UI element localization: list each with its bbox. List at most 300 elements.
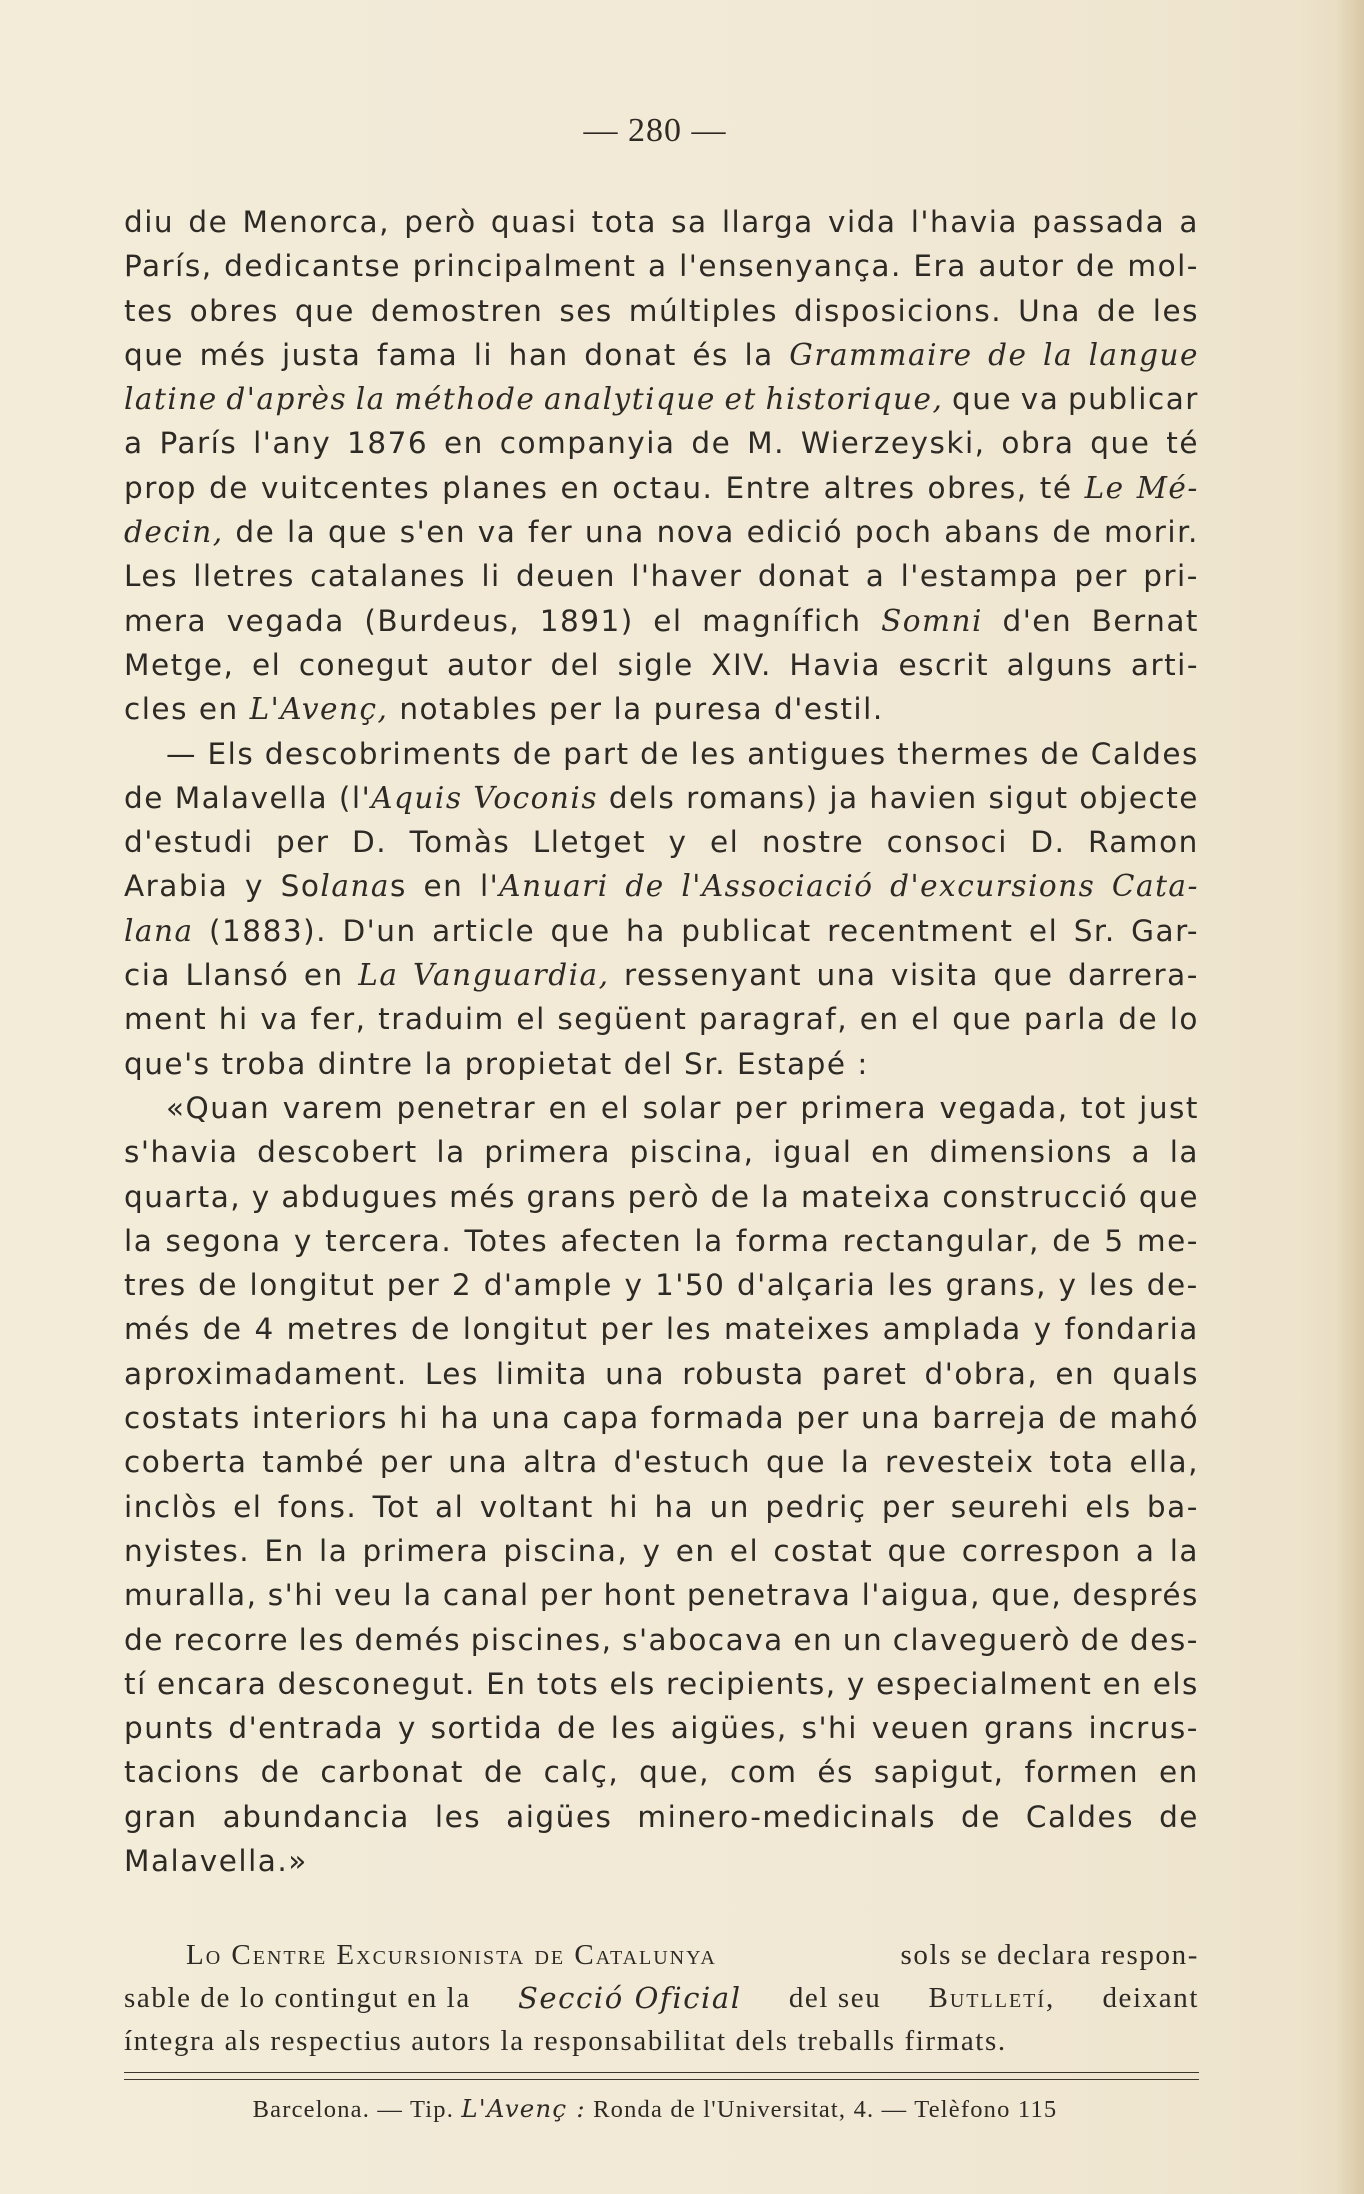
word: 5 <box>1104 1223 1125 1258</box>
word: correspon <box>961 1533 1122 1568</box>
word: que, <box>639 1755 711 1790</box>
word: fondaria <box>1064 1312 1199 1347</box>
word: una <box>584 515 645 550</box>
word: la <box>319 1533 349 1568</box>
word: obres, <box>927 470 1028 505</box>
word: que <box>327 515 389 550</box>
word: de <box>411 1312 451 1347</box>
word: Havia <box>789 647 881 682</box>
text-line <box>124 1086 1199 1130</box>
word: M. <box>747 426 786 461</box>
word: nova <box>656 515 735 550</box>
word: historique, <box>765 382 944 417</box>
word: però <box>627 1179 701 1214</box>
word: En <box>264 1533 305 1568</box>
word: pedriç <box>765 1489 867 1524</box>
word: li <box>473 337 494 372</box>
word: en <box>793 1622 834 1657</box>
word: tercera. <box>325 1223 453 1258</box>
footer-rule-thin <box>124 2079 1199 2080</box>
word: de <box>198 1268 238 1303</box>
word: d'estil. <box>774 692 884 727</box>
word: L'Avenç, <box>249 692 389 727</box>
word: encara <box>157 1666 268 1701</box>
word: traduim <box>378 1002 505 1037</box>
word: méthode <box>394 382 536 417</box>
word: la <box>1169 1533 1199 1568</box>
word: calç, <box>543 1755 620 1790</box>
word: catalanes <box>310 559 467 594</box>
word: les <box>887 1268 935 1303</box>
imprint-printer-name: L'Avenç : <box>461 2094 586 2123</box>
word: claveguerò <box>892 1622 1071 1657</box>
word: dels <box>608 780 676 815</box>
word: de <box>483 1755 524 1790</box>
word: part <box>563 736 630 771</box>
word: grans <box>984 1711 1075 1746</box>
word: tot <box>1081 1090 1127 1125</box>
word: l'any <box>253 426 332 461</box>
word: Vanguardia, <box>412 958 610 993</box>
word: l'estampa <box>900 559 1060 594</box>
word: gran <box>124 1799 198 1834</box>
word: fama <box>376 337 459 372</box>
word: veu <box>334 1578 394 1613</box>
word: 2 <box>451 1268 473 1303</box>
word: capa <box>562 1401 640 1436</box>
word: Ramon <box>1087 825 1199 860</box>
word: vuitcentes <box>261 470 431 505</box>
text-line <box>124 1839 1199 1883</box>
word: segona <box>165 1223 282 1258</box>
text-line <box>124 421 1199 465</box>
word: a <box>647 249 668 284</box>
word: especialment <box>876 1666 1093 1701</box>
word: barreja <box>932 1401 1048 1436</box>
word: la <box>403 1578 433 1613</box>
word: interiors <box>251 1401 388 1436</box>
word: magnífich <box>702 603 862 638</box>
word: tots <box>536 1666 600 1701</box>
word: escrit <box>898 647 990 682</box>
text-line <box>124 244 1199 288</box>
word: en <box>548 1090 589 1125</box>
word: notables <box>399 692 539 727</box>
word: en <box>198 692 239 727</box>
word: la <box>1169 1135 1199 1170</box>
word: les <box>434 1799 482 1834</box>
notice-line-1-rest: sols se declara respon- <box>900 1939 1199 1971</box>
word: prop <box>124 470 197 505</box>
word: una <box>448 1445 509 1480</box>
word: punts <box>124 1711 215 1746</box>
word: que <box>1090 426 1151 461</box>
word: recipients, <box>665 1666 837 1701</box>
word: aproximadament. <box>124 1356 408 1391</box>
word: per <box>796 1401 850 1436</box>
word: Metge, <box>124 647 235 682</box>
word: Una <box>1018 293 1081 328</box>
word: desconegut. <box>277 1666 476 1701</box>
word: de <box>1118 1002 1159 1037</box>
text-line <box>124 377 1199 421</box>
word: l'aigua, <box>861 1578 982 1613</box>
word: darrera- <box>1068 958 1199 993</box>
word: en <box>560 470 601 505</box>
word: thermes <box>897 736 1030 771</box>
page-number: — 280 — <box>583 112 727 149</box>
word: a <box>1131 1135 1152 1170</box>
word: però <box>404 205 477 239</box>
word: igual <box>773 1135 853 1170</box>
word: minero-medicinals <box>637 1799 936 1834</box>
word: la <box>744 337 774 372</box>
word: d'alçaria <box>736 1268 877 1303</box>
word: quarta, <box>124 1179 242 1214</box>
word: morir. <box>1103 515 1199 550</box>
word: el <box>653 603 683 638</box>
text-line <box>124 1618 1199 1662</box>
word: de <box>1040 736 1081 771</box>
word: sapigut, <box>873 1755 1005 1790</box>
word: una <box>605 1356 666 1391</box>
text-line <box>124 333 1199 377</box>
text-line <box>124 909 1199 953</box>
word: de <box>691 426 732 461</box>
word: donat <box>757 559 851 594</box>
word: és <box>817 1755 854 1790</box>
word: Tomàs <box>409 825 511 860</box>
word: aigües, <box>670 1711 788 1746</box>
word: amplada <box>882 1312 1022 1347</box>
word: una <box>861 1401 922 1436</box>
word: recorre <box>173 1622 290 1657</box>
word: primera <box>800 1090 928 1125</box>
word: y <box>251 1179 271 1214</box>
word: la <box>613 692 643 727</box>
word: del <box>623 1046 674 1081</box>
word: vida <box>827 205 897 239</box>
word: principalment <box>412 249 637 284</box>
text-line <box>124 997 1199 1041</box>
word: cia <box>124 958 171 993</box>
word: és <box>692 337 729 372</box>
word: altra <box>523 1445 599 1480</box>
word: en <box>423 869 464 904</box>
word: de <box>961 1799 1001 1834</box>
word: fer <box>528 515 574 550</box>
word: de <box>1052 515 1093 550</box>
word: de <box>235 515 276 550</box>
word: un <box>709 1489 750 1524</box>
word: publicar <box>1067 382 1199 417</box>
word: té <box>1039 470 1073 505</box>
word: l'Associació <box>681 869 874 904</box>
word: tota <box>591 205 657 239</box>
word: 4 <box>254 1312 275 1347</box>
text-line <box>124 1175 1199 1219</box>
word: per <box>539 1578 594 1613</box>
word: penetrava <box>686 1578 852 1613</box>
word: aigües <box>506 1799 613 1834</box>
word: les <box>1152 293 1199 328</box>
text-line <box>124 643 1199 687</box>
word: les <box>610 1711 657 1746</box>
word: piscina, <box>503 1533 629 1568</box>
word: voltant <box>479 1489 594 1524</box>
page-edge-shadow <box>1336 0 1364 2194</box>
word: els <box>1085 1489 1132 1524</box>
word: una <box>816 958 877 993</box>
word: canal <box>442 1578 530 1613</box>
publisher-notice <box>124 1934 1199 2063</box>
word: varem <box>282 1090 385 1125</box>
word: demés <box>354 1622 462 1657</box>
word: 1891) <box>539 603 634 638</box>
word: s'hi <box>267 1578 325 1613</box>
word: decin, <box>124 515 224 550</box>
word: piscina, <box>629 1135 755 1170</box>
text-line <box>124 1750 1199 1794</box>
word: ha <box>654 1489 695 1524</box>
text-line <box>124 820 1199 864</box>
word: llarga <box>721 205 814 239</box>
word: sigle <box>617 647 694 682</box>
text-line <box>124 1795 1199 1839</box>
word: la <box>355 382 386 417</box>
word: que <box>952 382 1013 417</box>
word: Sr. <box>1073 913 1116 948</box>
word: Le <box>1084 470 1125 505</box>
word: lana <box>124 913 194 948</box>
word: les <box>665 1312 713 1347</box>
word: s'hi <box>801 1711 858 1746</box>
word: que <box>887 1533 948 1568</box>
word: d'ample <box>483 1268 613 1303</box>
word: com <box>729 1755 798 1790</box>
word: dintre <box>317 1046 414 1081</box>
word: té <box>1166 426 1199 461</box>
text-line <box>124 1485 1199 1529</box>
word: solar <box>642 1090 723 1125</box>
word: la <box>694 1223 724 1258</box>
word: grans, <box>945 1268 1047 1303</box>
word: langue <box>1088 337 1199 372</box>
word: de <box>1096 293 1137 328</box>
word: s'havia <box>124 1135 239 1170</box>
word: mahó <box>1109 1401 1199 1436</box>
word: Solanas <box>280 869 407 904</box>
word: Menorca, <box>242 205 390 239</box>
word: l'Anuari <box>479 869 609 904</box>
word: per <box>600 1312 654 1347</box>
word: la <box>286 515 317 550</box>
text-line <box>124 510 1199 554</box>
text-line <box>124 1130 1199 1174</box>
notice-bulletin-name: Butlletí, <box>928 1982 1056 2014</box>
word: paret <box>821 1356 908 1391</box>
word: ha <box>626 913 666 948</box>
text-line <box>124 732 1199 776</box>
word: (l'Aquis <box>338 780 463 815</box>
word: Malavella.» <box>124 1843 308 1878</box>
word: disposicions. <box>794 293 1003 328</box>
word: a <box>1135 1533 1156 1568</box>
word: el <box>911 1002 941 1037</box>
word: han <box>508 337 569 372</box>
word: veuen <box>871 1711 971 1746</box>
word: des- <box>1129 1622 1199 1657</box>
word: tota <box>1049 1445 1115 1480</box>
notice-organization: Lo Centre Excursionista de Catalunya <box>186 1939 717 1971</box>
word: publicat <box>681 913 812 948</box>
word: edició <box>746 515 844 550</box>
word: Caldes <box>1090 736 1199 771</box>
word: Bernat <box>1091 603 1199 638</box>
word: costat <box>773 1533 874 1568</box>
word: la <box>840 1445 871 1480</box>
word: seurehi <box>950 1489 1070 1524</box>
word: (Burdeus, <box>364 603 521 638</box>
word: el <box>1028 913 1059 948</box>
word: puresa <box>653 692 764 727</box>
word: coberta <box>124 1445 248 1480</box>
word: quals <box>1112 1356 1199 1391</box>
word: de <box>1075 249 1116 284</box>
word: just <box>1139 1090 1199 1125</box>
word: en <box>444 426 484 461</box>
word: inclòs <box>124 1489 218 1524</box>
word: l'ensenyança. <box>679 249 902 284</box>
word: Tot <box>372 1489 420 1524</box>
word: descobriments <box>264 736 503 771</box>
text-line <box>124 1440 1199 1484</box>
word: tí <box>124 1666 147 1701</box>
word: va <box>477 515 517 550</box>
word: Lletget <box>532 825 647 860</box>
word: Voconis <box>473 780 599 815</box>
word: de <box>260 1755 301 1790</box>
word: rectangular, <box>842 1223 1040 1258</box>
word: la <box>761 1179 791 1214</box>
word: en <box>1159 1755 1199 1790</box>
word: grans <box>526 1179 617 1214</box>
word: justa <box>281 337 362 372</box>
word: ha <box>440 1401 481 1436</box>
word: l'havia <box>910 205 1018 239</box>
word: les <box>298 1622 345 1657</box>
word: per <box>386 1268 441 1303</box>
word: et <box>724 382 757 417</box>
word: el <box>729 1533 760 1568</box>
word: metres <box>286 1312 400 1347</box>
word: ba- <box>1146 1489 1199 1524</box>
text-line <box>124 1706 1199 1750</box>
word: arti- <box>1130 647 1199 682</box>
word: poch <box>854 515 933 550</box>
word: objecte <box>1079 780 1199 815</box>
word: primera <box>362 1533 490 1568</box>
word: l'haver <box>631 559 743 594</box>
word: d'excursions <box>890 869 1096 904</box>
text-line <box>124 953 1199 997</box>
word: de <box>625 869 665 904</box>
text-line <box>124 554 1199 598</box>
word: va <box>1020 382 1060 417</box>
word: altres <box>823 470 916 505</box>
word: més <box>199 337 267 372</box>
word: que <box>550 913 611 948</box>
word: Entre <box>725 470 812 505</box>
word: paragraf, <box>698 1002 849 1037</box>
word: donat <box>584 337 677 372</box>
word: el <box>516 1002 546 1037</box>
text-line <box>124 200 1199 244</box>
word: següent <box>557 1002 688 1037</box>
word: per <box>549 692 603 727</box>
word: la <box>436 1135 466 1170</box>
word: Sr. <box>684 1046 727 1081</box>
word: de <box>188 205 229 239</box>
word: Malavella <box>174 780 329 815</box>
word: el <box>233 1489 263 1524</box>
word: tres <box>124 1268 187 1303</box>
word: revesteix <box>885 1445 1035 1480</box>
word: de <box>557 1711 597 1746</box>
text-line <box>124 864 1199 908</box>
word: nyistes. <box>124 1533 251 1568</box>
notice-section-name: Secció Oficial <box>517 1981 742 2015</box>
word: de <box>202 1312 243 1347</box>
word: ressenyant <box>624 958 803 993</box>
word: de <box>1052 1223 1093 1258</box>
word: consoci <box>886 825 1008 860</box>
word: obres <box>189 293 279 328</box>
word: va <box>260 1002 299 1037</box>
text-line <box>124 1042 1199 1086</box>
word: de <box>209 470 249 505</box>
word: «Quan <box>166 1090 271 1125</box>
word: d'après <box>226 382 348 417</box>
word: pri- <box>1143 559 1199 594</box>
word: costats <box>124 1401 241 1436</box>
word: propietat <box>464 1046 613 1081</box>
footer-rule-thick <box>124 2072 1199 2073</box>
text-line <box>124 1263 1199 1307</box>
text-line <box>124 1396 1199 1440</box>
word: ja <box>829 780 859 815</box>
word: article <box>432 913 536 948</box>
word: antigues <box>747 736 887 771</box>
word: me- <box>1136 1223 1199 1258</box>
notice-line-2-part-3: deixant <box>1102 1982 1199 2014</box>
word: els <box>1152 1666 1199 1701</box>
word: 1876 <box>347 426 429 461</box>
printer-imprint <box>0 2094 1310 2124</box>
word: de- <box>1146 1268 1199 1303</box>
word: tes <box>124 293 174 328</box>
word: després <box>1072 1578 1199 1613</box>
word: de <box>124 780 164 815</box>
word: incrus- <box>1088 1711 1199 1746</box>
word: d'entrada <box>228 1711 385 1746</box>
word: Era <box>913 249 967 284</box>
imprint-address: Ronda de l'Universitat, 4. — Telèfono 115 <box>593 2096 1058 2123</box>
word: per <box>379 1445 434 1480</box>
word: Arabia <box>124 869 229 904</box>
word: que <box>993 958 1054 993</box>
word: abundancia <box>222 1799 410 1834</box>
